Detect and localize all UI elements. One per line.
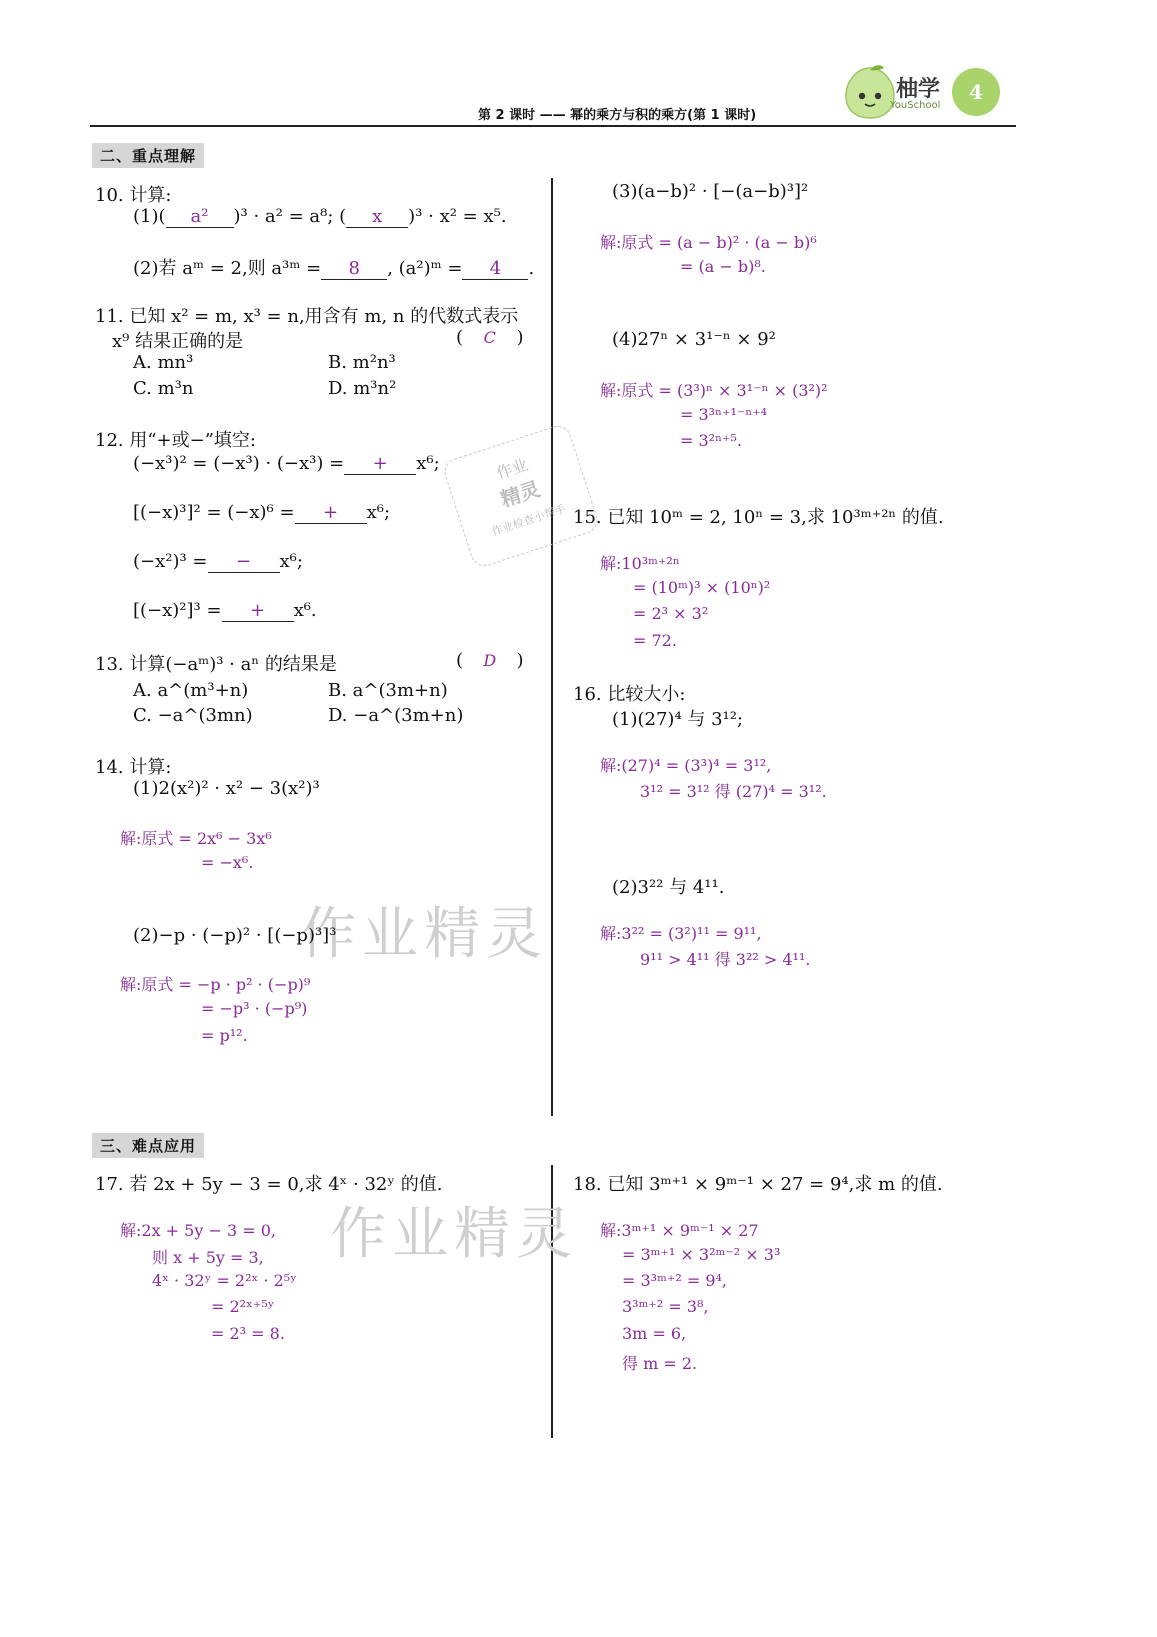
q12-blank-2: +	[295, 502, 367, 524]
q12-line1: (−x³)² = (−x³) · (−x³) = + x⁶;	[133, 453, 440, 474]
q17-sol-line3: 4ˣ · 32ʸ = 2²ˣ · 2⁵ʸ	[152, 1271, 297, 1290]
lesson-title: 第 2 课时 —— 幂的乘方与积的乘方(第 1 课时)	[478, 108, 757, 123]
q13-answer: D	[483, 651, 497, 670]
brand-name-en: YouSchool	[890, 100, 941, 111]
q17-sol-line4: = 2²ˣ⁺⁵ʸ	[211, 1297, 275, 1316]
q16-part1: (1)(27)⁴ 与 3¹²;	[612, 709, 744, 730]
q16-part2: (2)3²² 与 4¹¹.	[612, 877, 725, 898]
q10-blank-4: 4	[462, 258, 528, 280]
stamp-top-text: 作业	[494, 454, 531, 483]
column-divider-top	[551, 178, 553, 1116]
section-key-understanding: 二、重点理解	[92, 143, 204, 168]
q18-title: 18. 已知 3ᵐ⁺¹ × 9ᵐ⁻¹ × 27 = 9⁴,求 m 的值.	[573, 1174, 943, 1195]
q10-blank-2: x	[346, 206, 408, 228]
q10-title: 10. 计算:	[95, 185, 172, 206]
watermark-text-2: 作业精灵	[330, 1202, 578, 1267]
q12-blank-4: +	[222, 600, 294, 622]
q18-sol-line1: 解:3ᵐ⁺¹ × 9ᵐ⁻¹ × 27	[600, 1221, 759, 1240]
q14-sol2-line3: = p¹².	[201, 1026, 248, 1045]
q14-sol4-line1: 解:原式 = (3³)ⁿ × 3¹⁻ⁿ × (3²)²	[600, 381, 828, 400]
q14-sol1-line1: 解:原式 = 2x⁶ − 3x⁶	[120, 829, 272, 848]
q17-sol-line2: 则 x + 5y = 3,	[152, 1248, 264, 1267]
q18-sol-line2: = 3ᵐ⁺¹ × 3²ᵐ⁻² × 3³	[622, 1245, 781, 1264]
q14-sol2-line2: = −p³ · (−p⁹)	[201, 999, 308, 1018]
q14-sol1-line2: = −x⁶.	[201, 853, 254, 872]
q11-answer: C	[483, 328, 496, 347]
q17-sol-line1: 解:2x + 5y − 3 = 0,	[120, 1221, 276, 1240]
stamp-bottom-text: 作业检查小帮手	[490, 502, 568, 539]
q18-sol-line6: 得 m = 2.	[622, 1354, 698, 1373]
watermark-stamp	[441, 422, 601, 569]
page-number-badge	[952, 68, 1000, 116]
q14-part1: (1)2(x²)² · x² − 3(x²)³	[133, 778, 320, 799]
q11-option-b: B. m²n³	[328, 352, 396, 373]
q12-blank-3: −	[208, 551, 280, 573]
q18-sol-line3: = 3³ᵐ⁺² = 9⁴,	[622, 1271, 728, 1290]
q12-line3: (−x²)³ = − x⁶;	[133, 551, 303, 572]
q17-sol-line5: = 2³ = 8.	[211, 1324, 285, 1343]
q10-blank-3: 8	[321, 258, 387, 280]
q16-sol1-line1: 解:(27)⁴ = (3³)⁴ = 3¹²,	[600, 756, 772, 775]
q15-sol-line3: = 2³ × 3²	[633, 604, 709, 623]
q10-blank-1: a²	[166, 206, 234, 228]
q14-sol2-line1: 解:原式 = −p · p² · (−p)⁹	[120, 975, 311, 994]
brand-logo	[840, 62, 1010, 122]
q11-line2: x⁹ 结果正确的是	[112, 331, 244, 352]
q12-title: 12. 用“+或−”填空:	[95, 430, 256, 451]
q10-part1: (1)( a² )³ · a² = a⁸; ( x )³ · x² = x⁵.	[133, 206, 507, 227]
q14-sol3-line1: 解:原式 = (a − b)² · (a − b)⁶	[600, 233, 817, 252]
q15-title: 15. 已知 10ᵐ = 2, 10ⁿ = 3,求 10³ᵐ⁺²ⁿ 的值.	[573, 507, 944, 528]
header-rule	[90, 125, 1016, 127]
stamp-mid-text: 精灵	[497, 476, 544, 512]
q14-part3: (3)(a−b)² · [−(a−b)³]²	[612, 181, 809, 202]
section-hard-application: 三、难点应用	[92, 1133, 204, 1158]
q14-title: 14. 计算:	[95, 757, 172, 778]
q13-option-d: D. −a^(3m+n)	[328, 705, 464, 726]
q14-sol4-line3: = 3²ⁿ⁺⁵.	[680, 431, 742, 450]
q16-sol1-line2: 3¹² = 3¹² 得 (27)⁴ = 3¹².	[640, 782, 827, 801]
pomelo-mascot-icon	[840, 62, 900, 122]
q18-sol-line5: 3m = 6,	[622, 1324, 687, 1343]
q13-option-c: C. −a^(3mn)	[133, 705, 253, 726]
page-number: 4	[969, 80, 983, 104]
q12-blank-1: +	[344, 453, 416, 475]
q12-line4: [(−x)²]³ = + x⁶.	[133, 600, 317, 621]
q16-title: 16. 比较大小:	[573, 684, 686, 705]
q12-line2: [(−x)³]² = (−x)⁶ = + x⁶;	[133, 502, 391, 523]
q13-option-a: A. a^(m³+n)	[133, 680, 249, 701]
q15-sol-line4: = 72.	[633, 631, 677, 650]
q18-sol-line4: 3³ᵐ⁺² = 3⁸,	[622, 1297, 709, 1316]
q16-sol2-line2: 9¹¹ > 4¹¹ 得 3²² > 4¹¹.	[640, 950, 811, 969]
q11-option-c: C. m³n	[133, 378, 194, 399]
q16-sol2-line1: 解:3²² = (3²)¹¹ = 9¹¹,	[600, 924, 762, 943]
q11-option-a: A. mn³	[133, 352, 194, 373]
q14-part2: (2)−p · (−p)² · [(−p)³]³	[133, 925, 337, 946]
q13-option-b: B. a^(3m+n)	[328, 680, 448, 701]
q17-title: 17. 若 2x + 5y − 3 = 0,求 4ˣ · 32ʸ 的值.	[95, 1174, 443, 1195]
q13-answer-bracket: ( D )	[456, 650, 524, 671]
q14-sol3-line2: = (a − b)⁸.	[680, 257, 766, 276]
q15-sol-line1: 解:10³ᵐ⁺²ⁿ	[600, 554, 680, 573]
q15-sol-line2: = (10ᵐ)³ × (10ⁿ)²	[633, 578, 771, 597]
brand-name: 柚学	[896, 77, 941, 102]
q14-sol4-line2: = 3³ⁿ⁺¹⁻ⁿ⁺⁴	[680, 405, 768, 424]
q14-part4: (4)27ⁿ × 3¹⁻ⁿ × 9²	[612, 329, 776, 350]
q11-option-d: D. m³n²	[328, 378, 397, 399]
watermark-text: 作业精灵	[300, 902, 548, 967]
q13-title: 13. 计算(−aᵐ)³ · aⁿ 的结果是	[95, 654, 337, 675]
q11-answer-bracket: ( C )	[456, 327, 524, 348]
q11-line1: 11. 已知 x² = m, x³ = n,用含有 m, n 的代数式表示	[95, 306, 519, 327]
q10-part2: (2)若 aᵐ = 2,则 a³ᵐ = 8 , (a²)ᵐ = 4 .	[133, 258, 535, 279]
